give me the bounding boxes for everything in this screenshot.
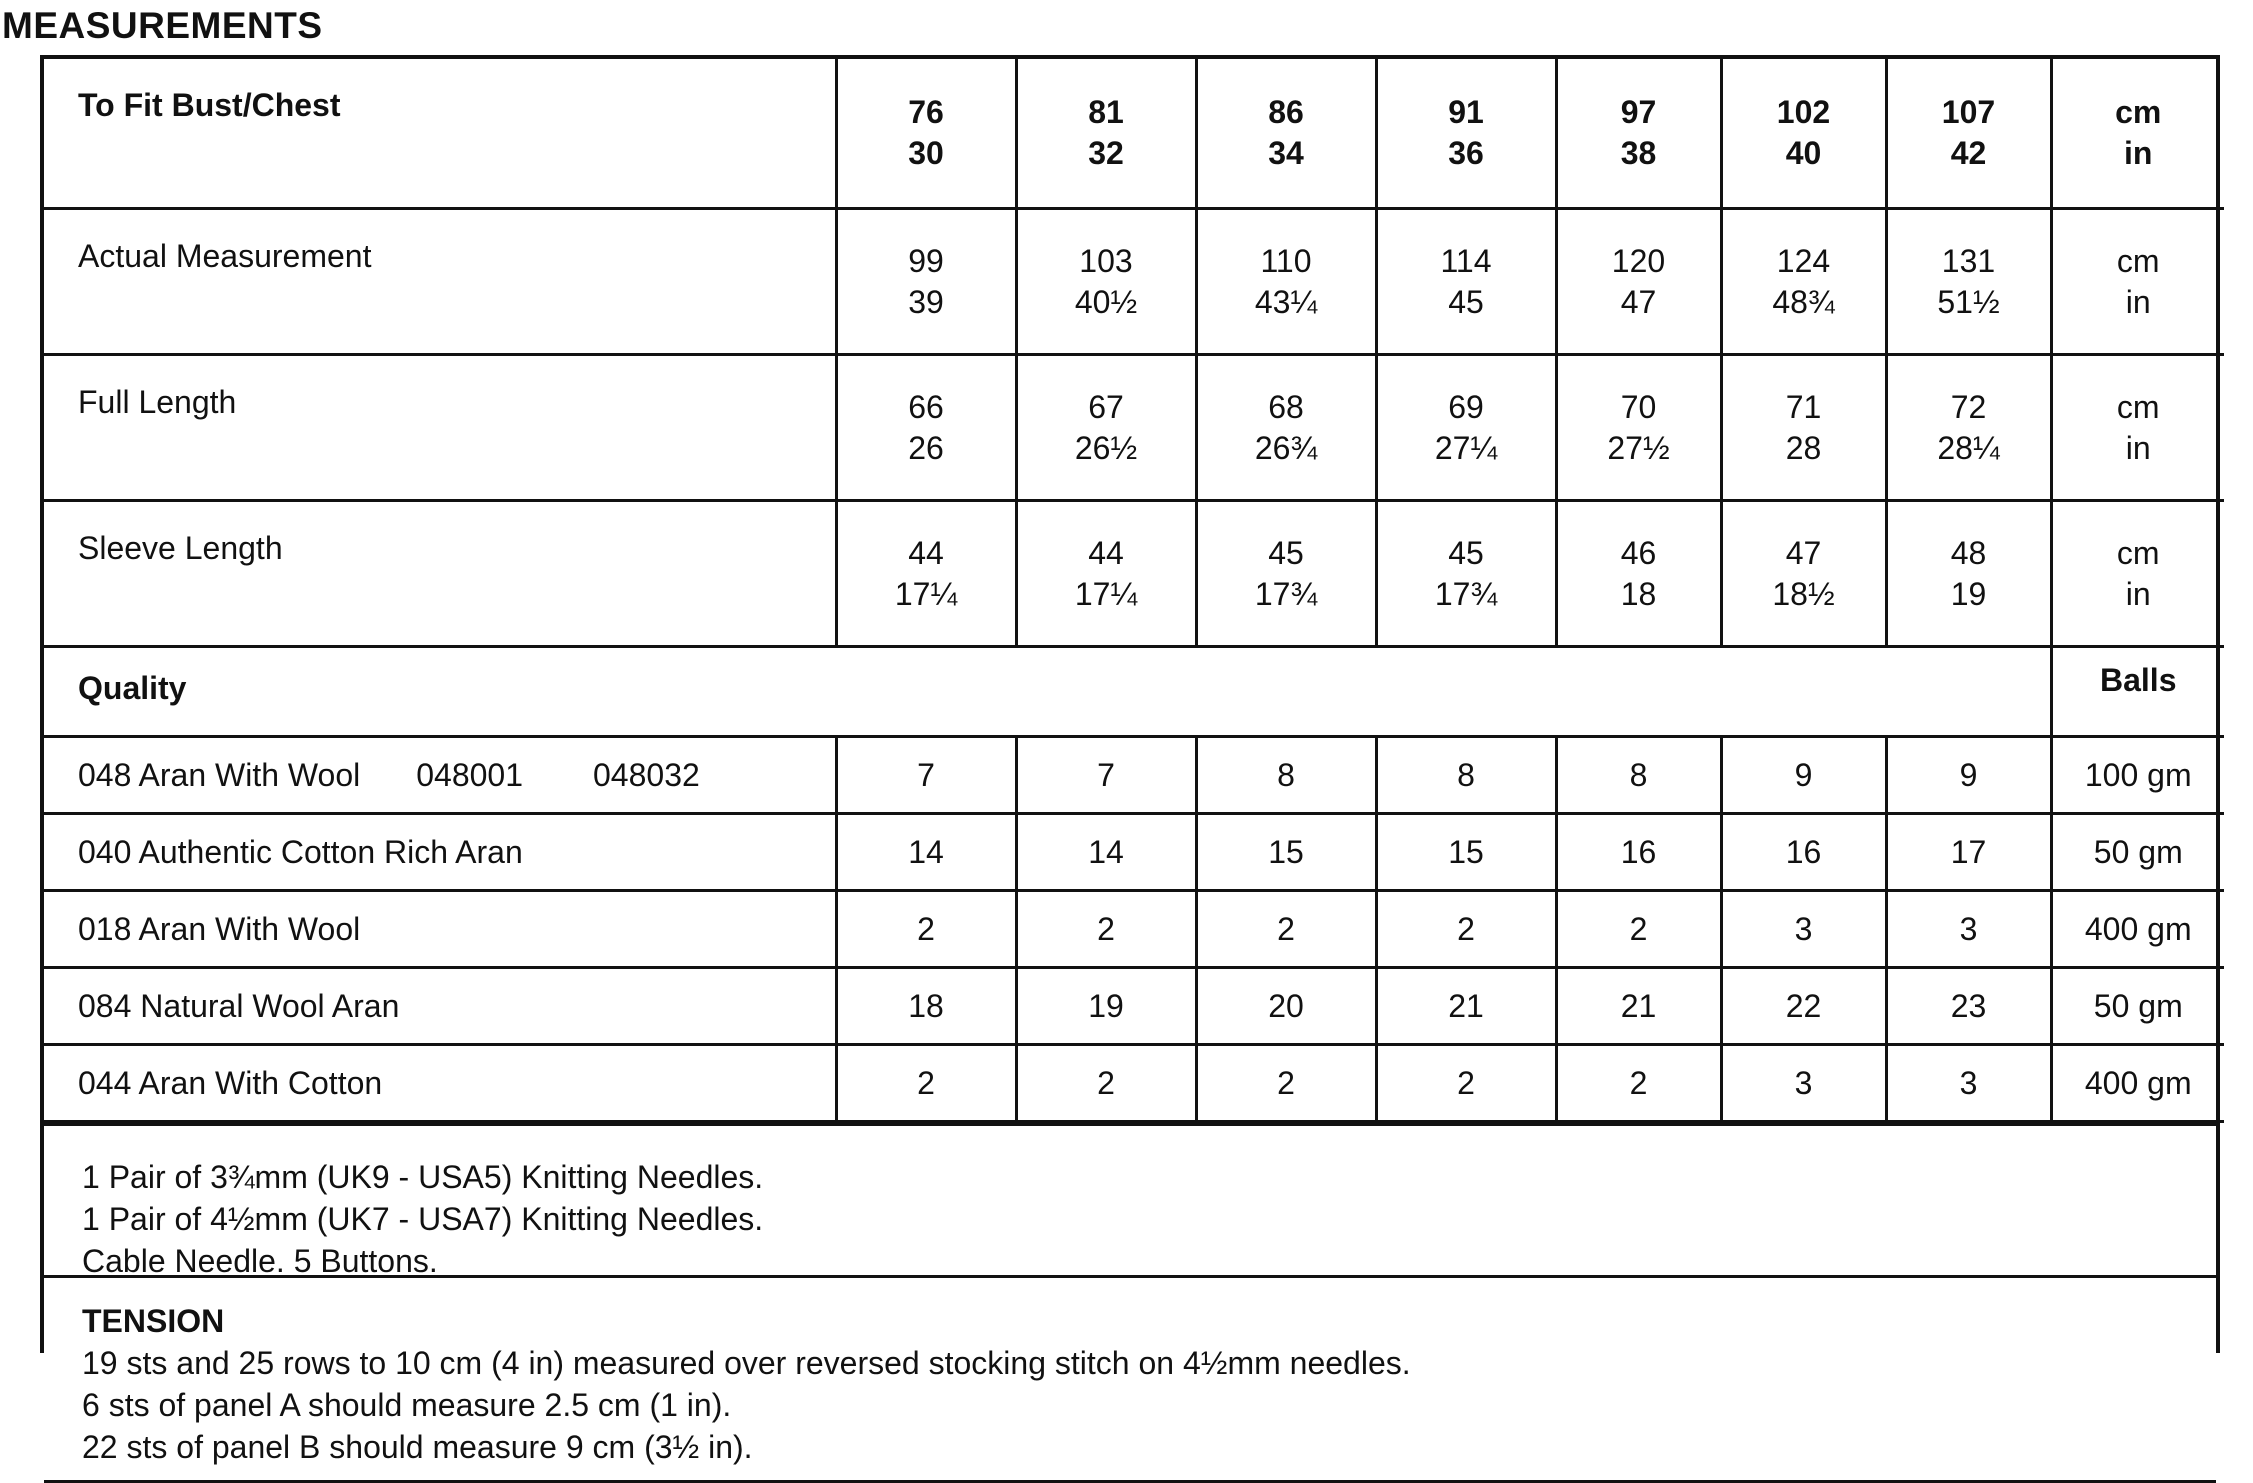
balls-cell: 9 [1721, 737, 1886, 814]
balls-cell: 2 [836, 1045, 1016, 1122]
yarn-name-cell [44, 737, 836, 814]
measurement-cell: 45 17¾ [1376, 501, 1556, 647]
balls-cell: 3 [1886, 891, 2051, 968]
measurement-row [44, 501, 2224, 647]
measurement-label: Full Length [44, 355, 836, 501]
yarn-name-cell: 044 Aran With Cotton [44, 1045, 836, 1122]
measurement-cell: 114 45 [1376, 209, 1556, 355]
tension-title: TENSION [82, 1303, 225, 1339]
measurement-cell: 67 26½ [1016, 355, 1196, 501]
yarn-row [44, 737, 2224, 814]
size-cell: 102 40 [1721, 59, 1886, 209]
measurement-cell: 103 40½ [1016, 209, 1196, 355]
size-header-label: To Fit Bust/Chest [44, 59, 836, 209]
balls-cell: 21 [1376, 968, 1556, 1045]
measurement-cell: 45 17¾ [1196, 501, 1376, 647]
balls-cell: 2 [1556, 891, 1721, 968]
unit-cell: cm in [2051, 209, 2224, 355]
yarn-name: 048 Aran With Wool [78, 756, 361, 793]
needles-section [44, 1123, 2216, 1278]
tension-section [44, 1278, 2216, 1483]
balls-cell: 3 [1721, 1045, 1886, 1122]
balls-cell: 7 [1016, 737, 1196, 814]
yarn-row [44, 814, 2224, 891]
needle-line: Cable Needle. 5 Buttons. [82, 1243, 438, 1279]
balls-cell: 19 [1016, 968, 1196, 1045]
measurement-cell: 66 26 [836, 355, 1016, 501]
balls-cell: 15 [1196, 814, 1376, 891]
yarn-code: 048001 [416, 756, 523, 793]
measurement-cell: 44 17¼ [1016, 501, 1196, 647]
page-heading: MEASUREMENTS [2, 5, 323, 46]
measurement-cell: 69 27¼ [1376, 355, 1556, 501]
yarn-name-cell: 018 Aran With Wool [44, 891, 836, 968]
balls-cell: 15 [1376, 814, 1556, 891]
balls-cell: 3 [1721, 891, 1886, 968]
unit-cell: cm in [2051, 501, 2224, 647]
measurement-cell: 120 47 [1556, 209, 1721, 355]
unit-cell: cm in [2051, 355, 2224, 501]
tension-line: 22 sts of panel B should measure 9 cm (3½ in). [82, 1429, 753, 1465]
measurement-row [44, 355, 2224, 501]
balls-cell: 14 [836, 814, 1016, 891]
balls-cell: 3 [1886, 1045, 2051, 1122]
balls-cell: 16 [1721, 814, 1886, 891]
measurement-cell: 71 28 [1721, 355, 1886, 501]
ball-weight-cell: 100 gm [2051, 737, 2224, 814]
balls-cell: 2 [1016, 1045, 1196, 1122]
size-cell: 97 38 [1556, 59, 1721, 209]
ball-weight-cell: 50 gm [2051, 968, 2224, 1045]
needle-line: 1 Pair of 3¾mm (UK9 - USA5) Knitting Needles. [82, 1159, 764, 1195]
ball-weight-cell: 400 gm [2051, 1045, 2224, 1122]
balls-cell: 22 [1721, 968, 1886, 1045]
yarn-code: 048032 [593, 756, 700, 793]
size-header-row [44, 59, 2224, 209]
yarn-name-cell: 040 Authentic Cotton Rich Aran [44, 814, 836, 891]
ball-weight-cell: 50 gm [2051, 814, 2224, 891]
measurement-cell: 110 43¼ [1196, 209, 1376, 355]
balls-cell: 8 [1376, 737, 1556, 814]
balls-cell: 9 [1886, 737, 2051, 814]
measurement-cell: 124 48¾ [1721, 209, 1886, 355]
quality-header-row [44, 647, 2224, 737]
size-cell: 107 42 [1886, 59, 2051, 209]
balls-cell: 17 [1886, 814, 2051, 891]
needle-line: 1 Pair of 4½mm (UK7 - USA7) Knitting Needles. [82, 1201, 764, 1237]
balls-cell: 21 [1556, 968, 1721, 1045]
balls-cell: 2 [1196, 1045, 1376, 1122]
balls-cell: 14 [1016, 814, 1196, 891]
measurements-sheet [40, 55, 2220, 1465]
yarn-row [44, 1045, 2224, 1122]
yarn-row [44, 891, 2224, 968]
balls-cell: 18 [836, 968, 1016, 1045]
measurement-cell: 70 27½ [1556, 355, 1721, 501]
size-cell: 86 34 [1196, 59, 1376, 209]
measurement-row [44, 209, 2224, 355]
balls-cell: 2 [1556, 1045, 1721, 1122]
measurement-cell: 47 18½ [1721, 501, 1886, 647]
balls-cell: 16 [1556, 814, 1721, 891]
measurement-cell: 72 28¼ [1886, 355, 2051, 501]
measurement-label: Actual Measurement [44, 209, 836, 355]
tension-line: 6 sts of panel A should measure 2.5 cm (1 in). [82, 1387, 732, 1423]
ball-weight-cell: 400 gm [2051, 891, 2224, 968]
tension-line: 19 sts and 25 rows to 10 cm (4 in) measured over reversed stocking stitch on 4½mm needles. [82, 1345, 1411, 1381]
balls-cell: 2 [836, 891, 1016, 968]
balls-label: Balls [2051, 647, 2224, 737]
balls-cell: 2 [1376, 1045, 1556, 1122]
size-cell: 81 32 [1016, 59, 1196, 209]
size-cell: 91 36 [1376, 59, 1556, 209]
balls-cell: 20 [1196, 968, 1376, 1045]
unit-cell: cm in [2051, 59, 2224, 209]
balls-cell: 2 [1016, 891, 1196, 968]
yarn-row [44, 968, 2224, 1045]
balls-cell: 23 [1886, 968, 2051, 1045]
balls-cell: 2 [1376, 891, 1556, 968]
balls-cell: 8 [1196, 737, 1376, 814]
yarn-name-cell: 084 Natural Wool Aran [44, 968, 836, 1045]
measurement-cell: 68 26¾ [1196, 355, 1376, 501]
measurement-cell: 99 39 [836, 209, 1016, 355]
measurement-cell: 131 51½ [1886, 209, 2051, 355]
balls-cell: 2 [1196, 891, 1376, 968]
balls-cell: 7 [836, 737, 1016, 814]
measurement-cell: 44 17¼ [836, 501, 1016, 647]
quality-label: Quality [44, 647, 2051, 737]
measurement-cell: 48 19 [1886, 501, 2051, 647]
size-cell: 76 30 [836, 59, 1016, 209]
measurement-cell: 46 18 [1556, 501, 1721, 647]
measurement-label: Sleeve Length [44, 501, 836, 647]
balls-cell: 8 [1556, 737, 1721, 814]
measurements-table [44, 59, 2224, 1123]
